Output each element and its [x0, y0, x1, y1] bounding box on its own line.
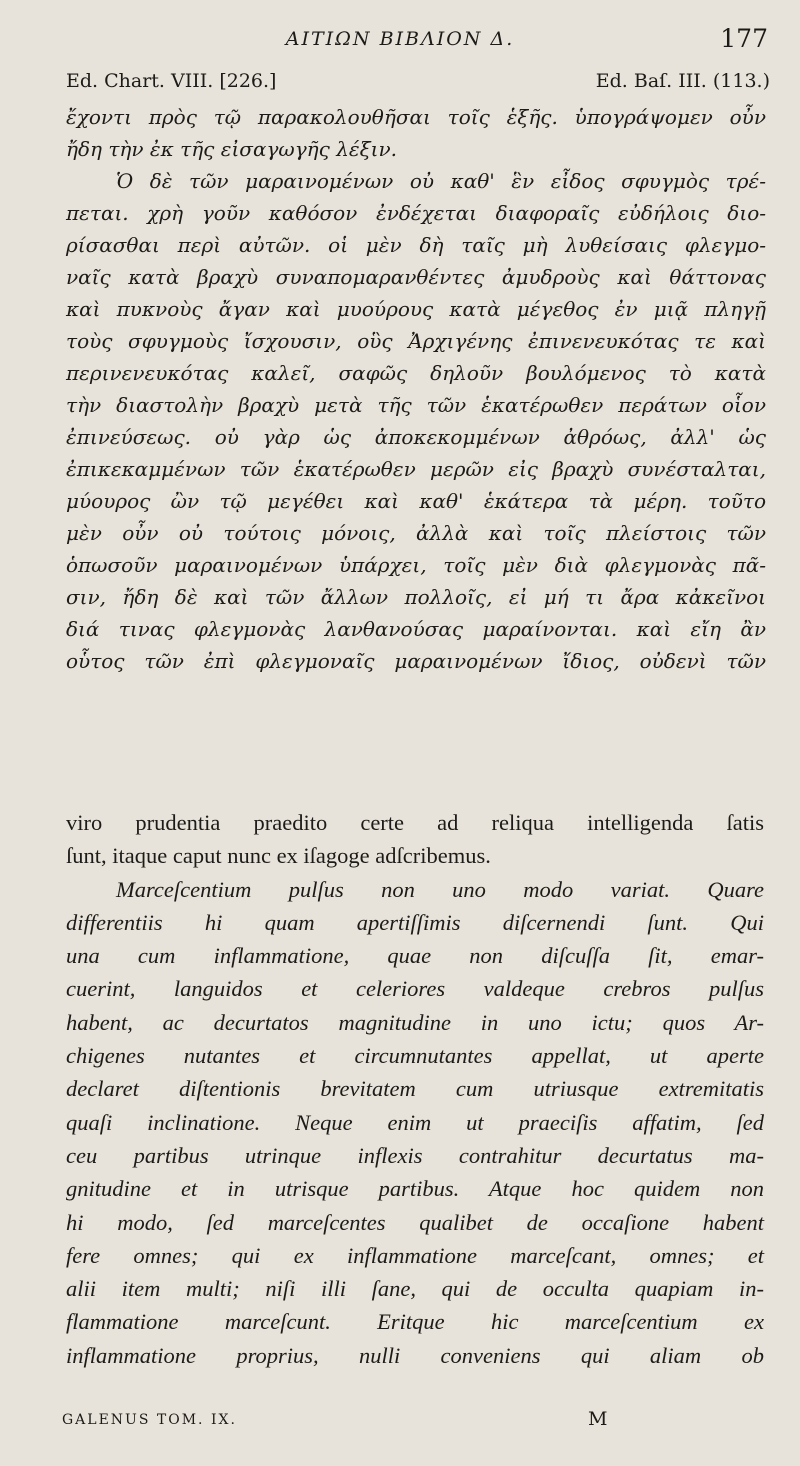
latin-line: viro prudentia praedito certe ad reliqua intelligenda ſatis	[66, 810, 764, 835]
latin-line: una cum inflammatione, quae non diſcuſſa ſit, emar-	[66, 943, 764, 969]
latin-line: inflammatione proprius, nulli conveniens qui aliam ob	[66, 1342, 764, 1368]
latin-line: differentiis hi quam apertiſſimis diſcernendi ſunt. Qui	[66, 909, 764, 935]
latin-line: flammatione marceſcunt. Eritque hic marceſcentium ex	[66, 1309, 764, 1335]
running-head-title: ΑΙΤΙΩΝ ΒΙΒΛΙΟΝ Δ.	[285, 28, 515, 50]
greek-line: Ὁ δὲ τῶν μαραινομένων οὐ καθ' ἓν εἶδος σφυγμὸς τρέ-	[116, 169, 766, 193]
latin-line: Marceſcentium pulſus non uno modo variat. Quare	[116, 876, 764, 902]
latin-line: ſunt, itaque caput nunc ex iſagoge adſcribemus.	[66, 843, 491, 869]
latin-line: gnitudine et in utrisque partibus. Atque hoc quidem non	[66, 1176, 764, 1202]
greek-line: τὴν διαστολὴν βραχὺ μετὰ τῆς τῶν ἑκατέρωθεν περάτων οἷον	[66, 393, 766, 417]
greek-line: πεται. χρὴ γοῦν καθόσον ἐνδέχεται διαφοραῖς εὐδήλοις διο-	[66, 201, 766, 225]
footer-signature: GALENUS TOM. IX.	[62, 1412, 237, 1428]
greek-line: ἐπινεύσεως. οὐ γὰρ ὡς ἀποκεκομμένων ἀθρόως, ἀλλ' ὡς	[66, 425, 766, 449]
greek-line: καὶ πυκνοὺς ἄγαν καὶ μυούρους κατὰ μέγεθος ἐν μιᾷ πληγῇ	[66, 297, 766, 321]
latin-line: alii item multi; niſi illi ſane, qui de occulta quapiam in-	[66, 1276, 764, 1302]
footer-gathering-mark: M	[588, 1408, 608, 1430]
greek-line: περινενευκότας καλεῖ, σαφῶς δηλοῦν βουλόμενος τὸ κατὰ	[66, 361, 766, 385]
greek-line: ναῖς κατὰ βραχὺ συναπομαρανθέντες ἀμυδροὺς καὶ θάττονας	[66, 265, 766, 289]
latin-line: cuerint, languidos et celeriores valdeque crebros pulſus	[66, 976, 764, 1002]
page-number: 177	[720, 24, 768, 53]
greek-line: ἤδη τὴν ἐκ τῆς εἰσαγωγῆς λέξιν.	[66, 137, 398, 161]
latin-text-block	[66, 806, 764, 1372]
greek-line: ρίσασθαι περὶ αὐτῶν. οἱ μὲν δὴ ταῖς μὴ λυθείσαις φλεγμο-	[66, 233, 766, 257]
latin-line: habent, ac decurtatos magnitudine in uno ictu; quos Ar-	[66, 1009, 764, 1035]
greek-text-block	[66, 101, 766, 677]
edition-reference-right: Ed. Baſ. III. (113.)	[595, 70, 770, 92]
latin-line: hi modo, ſed marceſcentes qualibet de occaſione habent	[66, 1209, 764, 1235]
latin-line: declaret diſtentionis brevitatem cum utriusque extremitatis	[66, 1076, 764, 1102]
greek-line: οὗτος τῶν ἐπὶ φλεγμοναῖς μαραινομένων ἴδιος, οὐδενὶ τῶν	[66, 649, 766, 673]
latin-line: chigenes nutantes et circumnutantes appellat, ut aperte	[66, 1043, 764, 1069]
greek-line: τοὺς σφυγμοὺς ἴσχουσιν, οὓς Ἀρχιγένης ἐπινενευκότας τε καὶ	[66, 329, 766, 353]
latin-line: quaſi inclinatione. Neque enim ut praeciſis affatim, ſed	[66, 1109, 764, 1135]
greek-line: διά τινας φλεγμονὰς λανθανούσας μαραίνονται. καὶ εἴη ἂν	[66, 617, 766, 641]
greek-line: σιν, ἤδη δὲ καὶ τῶν ἄλλων πολλοῖς, εἰ μή τι ἄρα κἀκεῖνοι	[66, 585, 766, 609]
latin-line: fere omnes; qui ex inflammatione marceſcant, omnes; et	[66, 1242, 764, 1268]
greek-line: μὲν οὖν οὐ τούτοις μόνοις, ἀλλὰ καὶ τοῖς πλείστοις τῶν	[66, 521, 766, 545]
greek-line: ὁπωσοῦν μαραινομένων ὑπάρχει, τοῖς μὲν διὰ φλεγμονὰς πᾶ-	[66, 553, 766, 577]
latin-line: ceu partibus utrinque inflexis contrahitur decurtatus ma-	[66, 1142, 764, 1168]
greek-line: ἐπικεκαμμένων τῶν ἑκατέρωθεν μερῶν εἰς βραχὺ συνέσταλται,	[66, 457, 766, 481]
edition-reference-left: Ed. Chart. VIII. [226.]	[66, 70, 277, 92]
greek-line: μύουρος ὢν τῷ μεγέθει καὶ καθ' ἑκάτερα τὰ μέρη. τοῦτο	[66, 489, 766, 513]
greek-line: ἔχοντι πρὸς τῷ παρακολουθῆσαι τοῖς ἑξῆς. ὑπογράψομεν οὖν	[66, 105, 766, 129]
